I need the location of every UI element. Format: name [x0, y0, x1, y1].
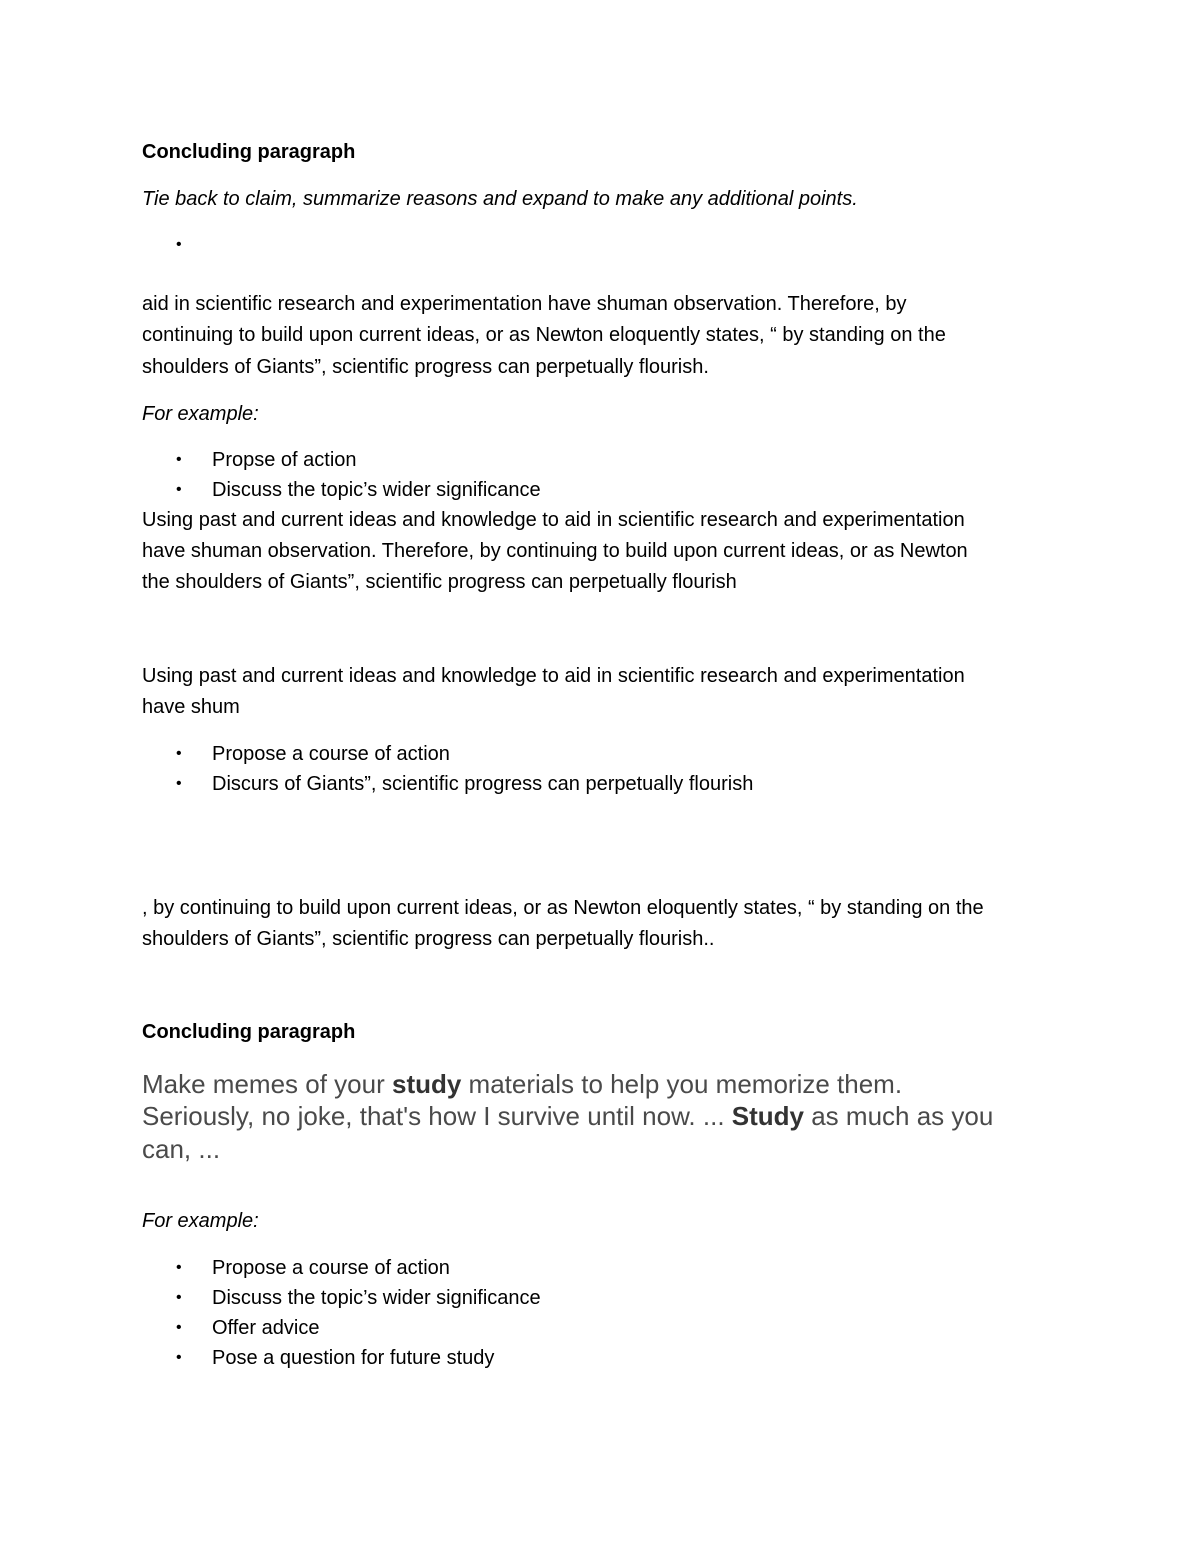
list-item: Discuss the topic’s wider significance: [212, 1287, 541, 1309]
list-item: Discurs of Giants”, scientific progress can perpetually flourish: [212, 773, 754, 795]
section2-example-label: For example:: [142, 1210, 259, 1232]
section1-paragraph-line: aid in scientific research and experimentation have shuman observation. Therefore, by: [142, 293, 907, 315]
bullet-marker: •: [176, 1259, 182, 1276]
list-item: Discuss the topic’s wider significance: [212, 479, 541, 501]
bullet-marker: •: [176, 1289, 182, 1306]
section1-heading: Concluding paragraph: [142, 141, 356, 163]
list-item: Propose a course of action: [212, 743, 450, 765]
meme-text: as much as you: [804, 1101, 994, 1131]
meme-keyword: Study: [731, 1101, 804, 1131]
section2-heading: Concluding paragraph: [142, 1021, 356, 1043]
meme-text-line: can, ...: [142, 1134, 221, 1164]
section1-paragraph2-line: Using past and current ideas and knowledge to aid in scientific research and experimentation: [142, 509, 965, 531]
meme-text-line: [142, 1100, 993, 1133]
bullet-marker: •: [176, 1319, 182, 1336]
meme-keyword: study: [391, 1069, 462, 1099]
section1-paragraph2-line: have shuman observation. Therefore, by continuing to build upon current ideas, or as Newton: [142, 540, 968, 562]
section1-instruction: Tie back to claim, summarize reasons and expand to make any additional points.: [142, 188, 858, 210]
section1-paragraph3-line: have shum: [142, 696, 240, 718]
list-item: Propse of action: [212, 449, 357, 471]
empty-bullet: •: [176, 236, 182, 253]
meme-text: Seriously, no joke, that's how I survive until now. ...: [142, 1101, 732, 1131]
section1-example-label: For example:: [142, 403, 259, 425]
section1-paragraph4-line: , by continuing to build upon current ideas, or as Newton eloquently states, “ by standing on the: [142, 897, 984, 919]
meme-text-line: [142, 1068, 902, 1101]
meme-text: materials to help you memorize them.: [461, 1069, 903, 1099]
bullet-marker: •: [176, 1349, 182, 1366]
section1-paragraph4-line: shoulders of Giants”, scientific progress can perpetually flourish..: [142, 928, 715, 950]
section1-paragraph-line: shoulders of Giants”, scientific progress can perpetually flourish.: [142, 356, 709, 378]
section1-paragraph2-line: the shoulders of Giants”, scientific progress can perpetually flourish: [142, 571, 737, 593]
section1-paragraph3-line: Using past and current ideas and knowledge to aid in scientific research and experimentation: [142, 665, 965, 687]
bullet-marker: •: [176, 451, 182, 468]
bullet-marker: •: [176, 745, 182, 762]
bullet-marker: •: [176, 775, 182, 792]
list-item: Pose a question for future study: [212, 1347, 495, 1369]
section1-paragraph-line: continuing to build upon current ideas, or as Newton eloquently states, “ by standing on the: [142, 324, 946, 346]
bullet-marker: •: [176, 481, 182, 498]
list-item: Propose a course of action: [212, 1257, 450, 1279]
meme-text: Make memes of your: [142, 1069, 392, 1099]
list-item: Offer advice: [212, 1317, 320, 1339]
